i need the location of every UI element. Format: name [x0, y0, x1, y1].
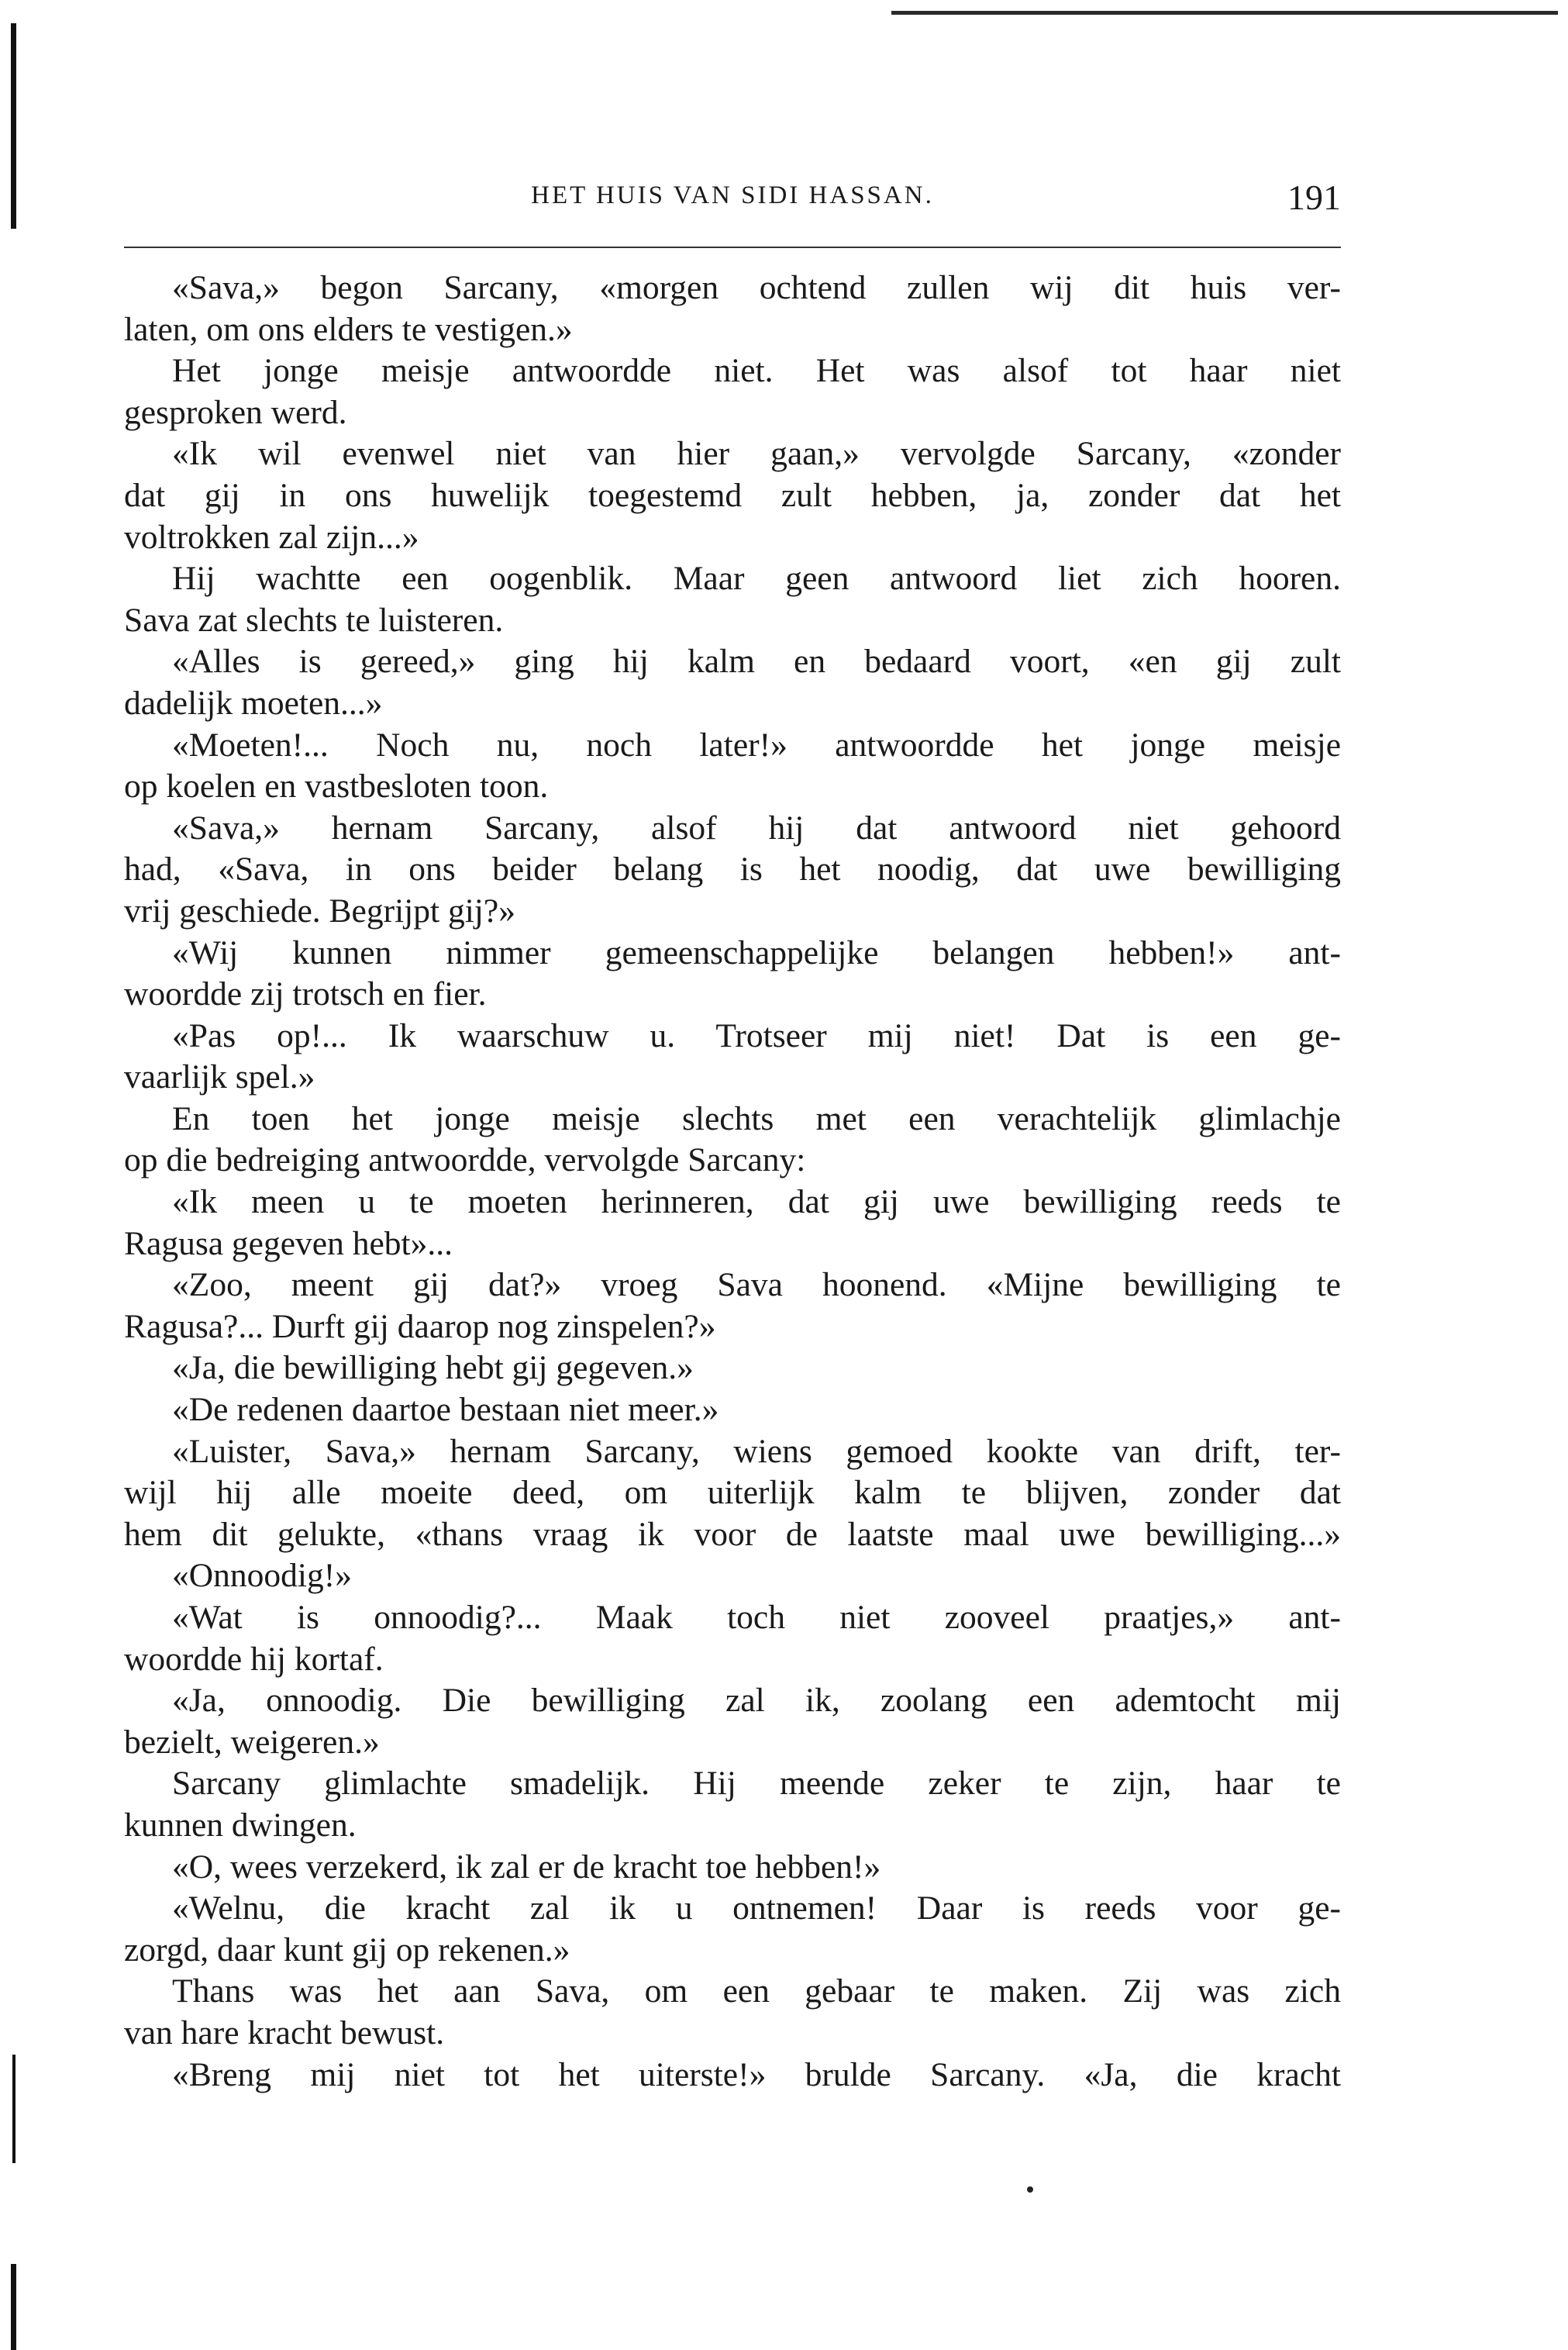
text-line: «Ik wil evenwel niet van hier gaan,» vervolgde Sarcany, «zonder	[172, 435, 1341, 473]
text-line: «Alles is gereed,» ging hij kalm en bedaard voort, «en gij zult	[172, 643, 1341, 681]
text-line: Het jonge meisje antwoordde niet. Het was alsof tot haar niet	[172, 352, 1341, 390]
scan-speck	[1027, 2186, 1033, 2193]
text-line: Ragusa?... Durft gij daarop nog zinspelen?»	[124, 1307, 716, 1345]
header-rule	[124, 247, 1341, 248]
text-line: laten, om ons elders te vestigen.»	[124, 310, 573, 348]
text-line: «Sava,» hernam Sarcany, alsof hij dat antwoord niet gehoord	[172, 809, 1341, 847]
text-line: «Ik meen u te moeten herinneren, dat gij uwe bewilliging reeds te	[172, 1183, 1341, 1221]
text-line: Hij wachtte een oogenblik. Maar geen antwoord liet zich hooren.	[172, 560, 1341, 598]
text-line: «Ja, die bewilliging hebt gij gegeven.»	[172, 1349, 694, 1387]
scan-edge-upper	[11, 23, 16, 229]
text-line: «Luister, Sava,» hernam Sarcany, wiens gemoed kookte van drift, ter-	[172, 1432, 1341, 1470]
text-line: «Pas op!... Ik waarschuw u. Trotseer mij niet! Dat is een ge-	[172, 1016, 1341, 1054]
running-title: HET HUIS VAN SIDI HASSAN.	[531, 181, 934, 209]
text-line: hem dit gelukte, «thans vraag ik voor de laatste maal uwe bewilliging...»	[124, 1515, 1341, 1553]
text-line: bezielt, weigeren.»	[124, 1723, 380, 1761]
text-line: «Moeten!... Noch nu, noch later!» antwoordde het jonge meisje	[172, 726, 1341, 764]
top-edge-rule	[891, 11, 1558, 15]
text-line: Thans was het aan Sava, om een gebaar te maken. Zij was zich	[172, 1972, 1341, 2010]
text-line: «Sava,» begon Sarcany, «morgen ochtend zullen wij dit huis ver-	[172, 269, 1341, 306]
text-line: «O, wees verzekerd, ik zal er de kracht toe hebben!»	[172, 1848, 881, 1886]
text-line: voltrokken zal zijn...»	[124, 518, 419, 556]
text-line: «Wij kunnen nimmer gemeenschappelijke belangen hebben!» ant-	[172, 933, 1341, 971]
text-line: wijl hij alle moeite deed, om uiterlijk kalm te blijven, zonder dat	[124, 1474, 1341, 1512]
text-line: woordde zij trotsch en fier.	[124, 975, 487, 1013]
text-line: dat gij in ons huwelijk toegestemd zult hebben, ja, zonder dat het	[124, 476, 1341, 514]
text-line: gesproken werd.	[124, 393, 347, 431]
text-line: «Zoo, meent gij dat?» vroeg Sava hoonend. «Mijne bewilliging te	[172, 1266, 1341, 1304]
running-head	[124, 178, 1341, 236]
text-line: zorgd, daar kunt gij op rekenen.»	[124, 1931, 570, 1969]
text-line: «Breng mij niet tot het uiterste!» brulde Sarcany. «Ja, die kracht	[172, 2055, 1341, 2093]
text-line: En toen het jonge meisje slechts met een verachtelijk glimlachje	[172, 1099, 1341, 1137]
text-line: Sava zat slechts te luisteren.	[124, 601, 504, 639]
text-line: «Wat is onnoodig?... Maak toch niet zooveel praatjes,» ant-	[172, 1599, 1341, 1636]
text-line: op koelen en vastbesloten toon.	[124, 768, 549, 806]
scan-edge-lower	[11, 2264, 16, 2350]
text-line: op die bedreiging antwoordde, vervolgde Sarcany:	[124, 1141, 806, 1179]
scan-edge-mark	[12, 2055, 16, 2163]
text-line: Sarcany glimlachte smadelijk. Hij meende zeker te zijn, haar te	[172, 1765, 1341, 1803]
text-line: «Welnu, die kracht zal ik u ontnemen! Daar is reeds voor ge-	[172, 1889, 1341, 1927]
page-number: 191	[1287, 178, 1341, 217]
text-line: «De redenen daartoe bestaan niet meer.»	[172, 1391, 719, 1429]
text-line: dadelijk moeten...»	[124, 684, 383, 722]
body-text	[124, 267, 1341, 2096]
text-line: van hare kracht bewust.	[124, 2014, 445, 2052]
text-line: kunnen dwingen.	[124, 1806, 357, 1844]
text-line: Ragusa gegeven hebt»...	[124, 1224, 453, 1262]
text-line: «Onnoodig!»	[172, 1557, 352, 1595]
text-line: vaarlijk spel.»	[124, 1058, 315, 1096]
text-line: woordde hij kortaf.	[124, 1640, 384, 1678]
text-line: had, «Sava, in ons beider belang is het noodig, dat uwe bewilliging	[124, 851, 1341, 889]
text-line: «Ja, onnoodig. Die bewilliging zal ik, zoolang een ademtocht mij	[172, 1682, 1341, 1720]
text-line: vrij geschiede. Begrijpt gij?»	[124, 892, 515, 930]
